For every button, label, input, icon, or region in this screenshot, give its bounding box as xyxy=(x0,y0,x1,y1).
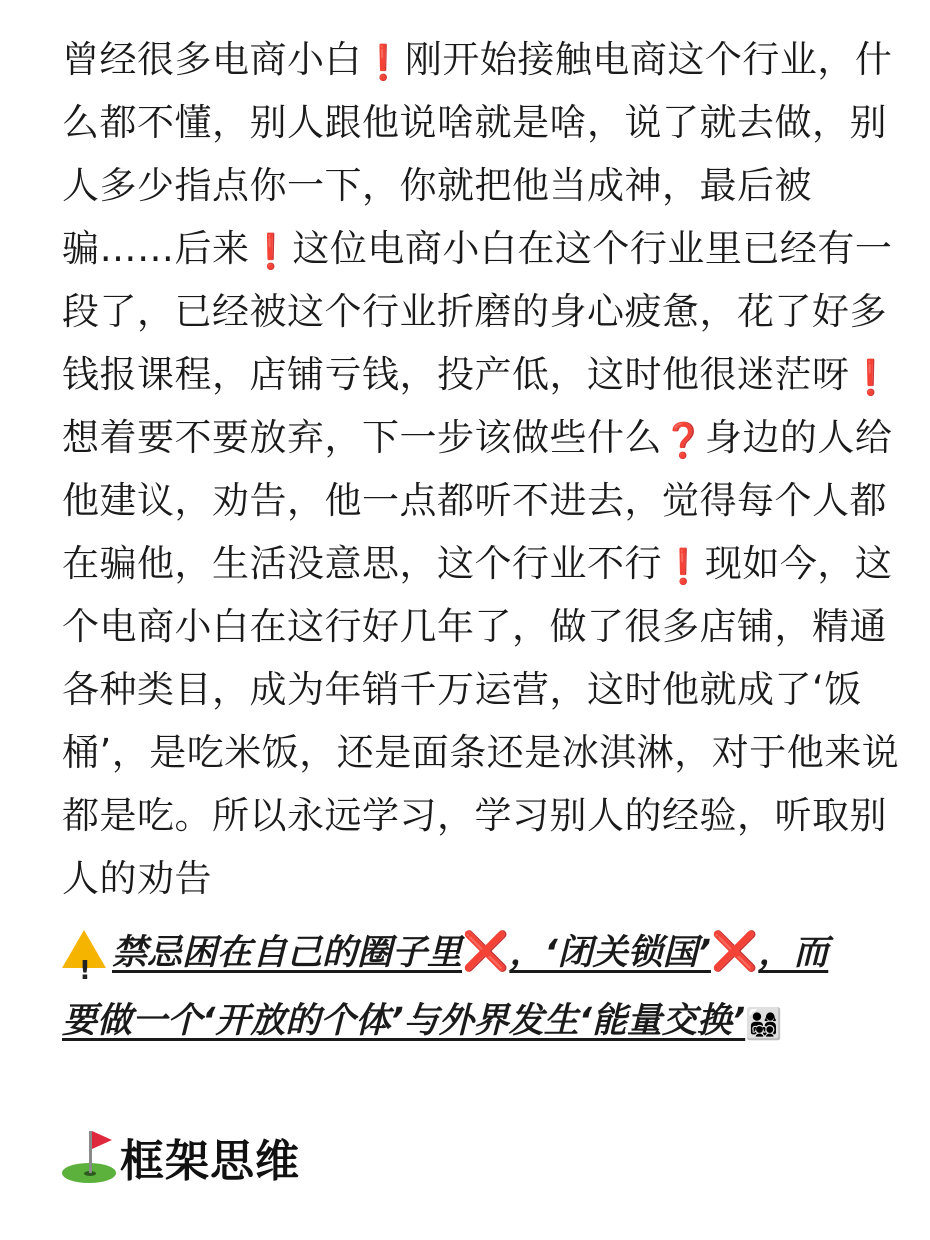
paragraph-line xyxy=(62,784,887,847)
callout-text-b: ，‘闭关锁国’ xyxy=(509,933,711,973)
paragraph-text: 在骗他，生活没意思，这个行业不行 xyxy=(62,542,662,585)
callout-line-1 xyxy=(62,916,868,986)
paragraph-text: 身边的人给 xyxy=(704,416,893,459)
section-heading xyxy=(62,1122,300,1192)
paragraph-text: 这位电商小白在这个行业里已经有一 xyxy=(292,227,893,270)
paragraph-line xyxy=(62,469,887,532)
exclamation-icon: ❗ xyxy=(362,43,405,83)
golf-flag-icon xyxy=(62,1127,118,1187)
exclamation-icon: ❗ xyxy=(249,232,293,272)
paragraph-line xyxy=(62,721,900,784)
paragraph-text: 么都不懂，别人跟他说啥就是啥，说了就去做，别 xyxy=(62,101,887,144)
paragraph-line xyxy=(62,28,893,91)
paragraph-text: 刚开始接触电商这个行业，什 xyxy=(404,38,893,81)
paragraph-text: 他建议，劝告，他一点都听不进去，觉得每个人都 xyxy=(62,479,887,522)
paragraph-text: 人多少指点你一下，你就把他当成神，最后被 xyxy=(62,164,812,207)
paragraph-text: 想着要不要放弃，下一步该做些什么 xyxy=(62,416,662,459)
paragraph-line xyxy=(62,532,893,595)
paragraph-line xyxy=(62,847,868,910)
paragraph-line xyxy=(62,343,893,406)
paragraph-line xyxy=(62,280,887,343)
article-body xyxy=(62,28,900,1056)
paragraph-text: 都是吃。所以永远学习，学习别人的经验，听取别 xyxy=(62,794,887,837)
paragraph-text: 骗……后来 xyxy=(62,227,250,270)
story-paragraph xyxy=(62,28,900,910)
exclamation-icon: ❗ xyxy=(849,358,893,398)
paragraph-text: 钱报课程，店铺亏钱，投产低，这时他很迷茫呀 xyxy=(62,353,850,396)
paragraph-text: 桶’，是吃米饭，还是面条还是冰淇淋，对于他来说 xyxy=(62,731,900,774)
warning-icon xyxy=(62,930,106,968)
cross-mark-icon: ❌ xyxy=(710,929,759,973)
callout-text-2: 要做一个‘开放的个体’与外界发生‘能量交换’ xyxy=(62,1001,746,1041)
callout-text-c: ，而 xyxy=(758,933,829,973)
family-icon: 👨‍👩‍👧‍👦 xyxy=(745,1007,783,1042)
callout-line-2 xyxy=(62,986,868,1056)
section-title: 框架思维 xyxy=(120,1136,300,1187)
callout-block xyxy=(62,916,868,1056)
callout-text-a: 禁忌困在自己的圈子里 xyxy=(112,933,463,973)
paragraph-text: 现如今，这 xyxy=(704,542,893,585)
paragraph-line xyxy=(62,217,893,280)
paragraph-text: 个电商小白在这行好几年了，做了很多店铺，精通 xyxy=(62,605,887,648)
paragraph-text: 段了，已经被这个行业折磨的身心疲惫，花了好多 xyxy=(62,290,887,333)
cross-mark-icon: ❌ xyxy=(462,929,510,973)
paragraph-line xyxy=(62,658,868,721)
paragraph-line xyxy=(62,91,887,154)
question-icon: ❓ xyxy=(662,421,705,461)
paragraph-text: 各种类目，成为年销千万运营，这时他就成了‘饭 xyxy=(62,668,862,711)
paragraph-text: 曾经很多电商小白 xyxy=(62,38,362,81)
exclamation-icon: ❗ xyxy=(662,547,705,587)
paragraph-text: 人的劝告 xyxy=(62,857,212,900)
paragraph-line xyxy=(62,154,868,217)
paragraph-line xyxy=(62,406,893,469)
paragraph-line xyxy=(62,595,887,658)
